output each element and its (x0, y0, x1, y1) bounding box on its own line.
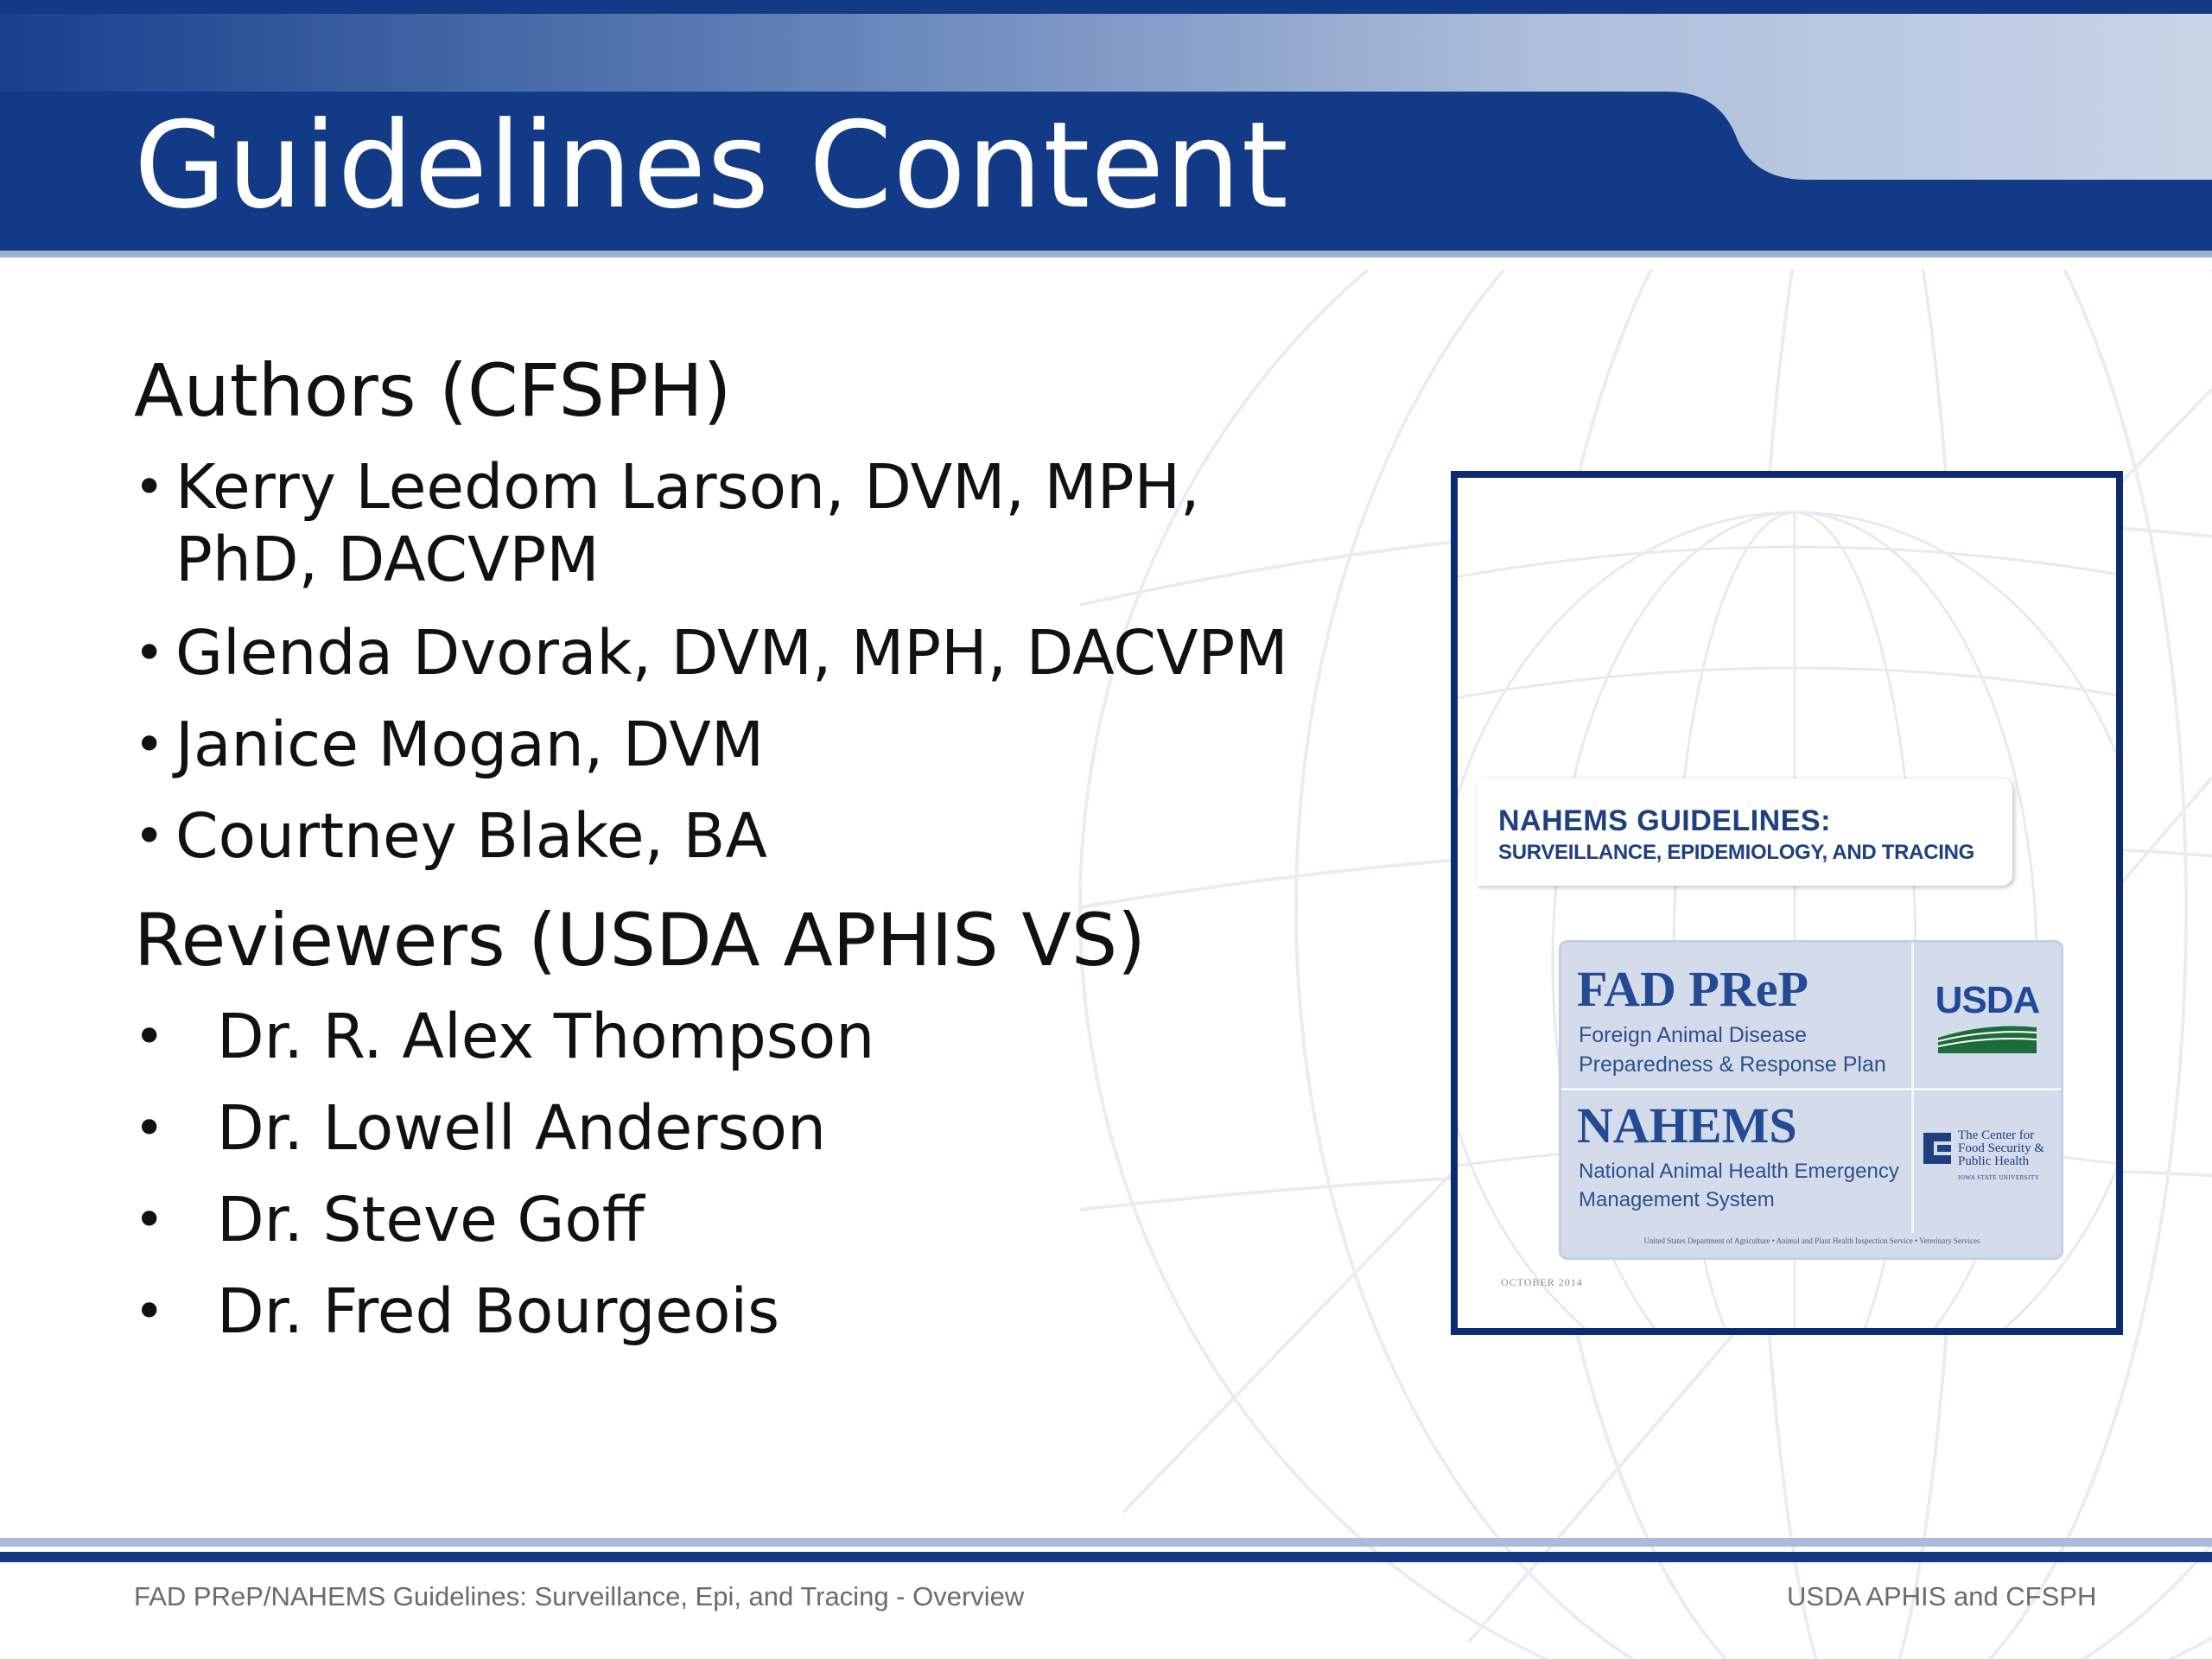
logo-panel (1559, 940, 2063, 1260)
author-name: Glenda Dvorak, DVM, MPH, DACVPM (175, 617, 1288, 689)
bullet-icon: • (134, 1281, 165, 1342)
bullet-icon: • (134, 623, 165, 683)
bullet-icon: • (134, 457, 165, 518)
usda-logo (1931, 981, 2044, 1058)
reviewer-name: Dr. Fred Bourgeois (217, 1275, 780, 1347)
nahems-description: National Animal Health Emergency Management System (1579, 1160, 1899, 1211)
bullet-icon: • (134, 1098, 165, 1159)
author-credentials: PhD, DACVPM (175, 524, 600, 595)
author-name: Courtney Blake, BA (175, 800, 767, 872)
bullet-icon: • (134, 1007, 165, 1067)
slide-title: Guidelines Content (134, 96, 1289, 235)
cfsph-logo-text: The Center for Food Security & Public Health (1958, 1128, 2044, 1168)
cfsph-logo-subtext: IOWA STATE UNIVERSITY (1958, 1174, 2040, 1181)
author-name: Kerry Leedom Larson, DVM, MPH, (175, 451, 1200, 523)
usda-swoosh-icon (1938, 1022, 2037, 1053)
cfsph-emblem-icon (1920, 1129, 1955, 1167)
footer-title: FAD PReP/NAHEMS Guidelines: Surveillance, Epi, and Tracing - Overview (134, 1581, 1025, 1611)
divider (1561, 1088, 2061, 1090)
fadprep-description: Foreign Animal Disease Preparedness & Response Plan (1579, 1023, 1886, 1077)
nahems-logo-text: NAHEMS (1577, 1097, 1797, 1154)
footer-rule (0, 1535, 2212, 1569)
bullet-icon: • (134, 1190, 165, 1250)
agency-footnote: United States Department of Agriculture • Animal and Plant Health Inspection Service • Veterinary Services (1643, 1236, 1980, 1245)
footer-credit: USDA APHIS and CFSPH (1787, 1581, 2097, 1611)
reviewer-name: Dr. Lowell Anderson (217, 1092, 826, 1164)
cfsph-logo (1920, 1126, 2050, 1195)
reviewer-name: Dr. R. Alex Thompson (217, 1001, 875, 1072)
usda-logo-text: USDA (1935, 979, 2040, 1021)
reviewers-heading: Reviewers (USDA APHIS VS) (134, 898, 1146, 982)
cover-title: NAHEMS GUIDELINES: (1498, 804, 1831, 837)
guidelines-cover-image (1451, 471, 2123, 1335)
cover-subtitle: SURVEILLANCE, EPIDEMIOLOGY, AND TRACING (1498, 841, 1975, 864)
cover-title-box (1477, 779, 2012, 886)
bullet-icon: • (134, 806, 165, 867)
fadprep-logo-text: FAD PReP (1577, 961, 1808, 1017)
authors-heading: Authors (CFSPH) (134, 348, 732, 433)
author-name: Janice Mogan, DVM (175, 709, 765, 780)
reviewer-name: Dr. Steve Goff (217, 1184, 645, 1255)
bullet-icon: • (134, 715, 165, 775)
cover-date: OCTOBER 2014 (1501, 1276, 1583, 1288)
